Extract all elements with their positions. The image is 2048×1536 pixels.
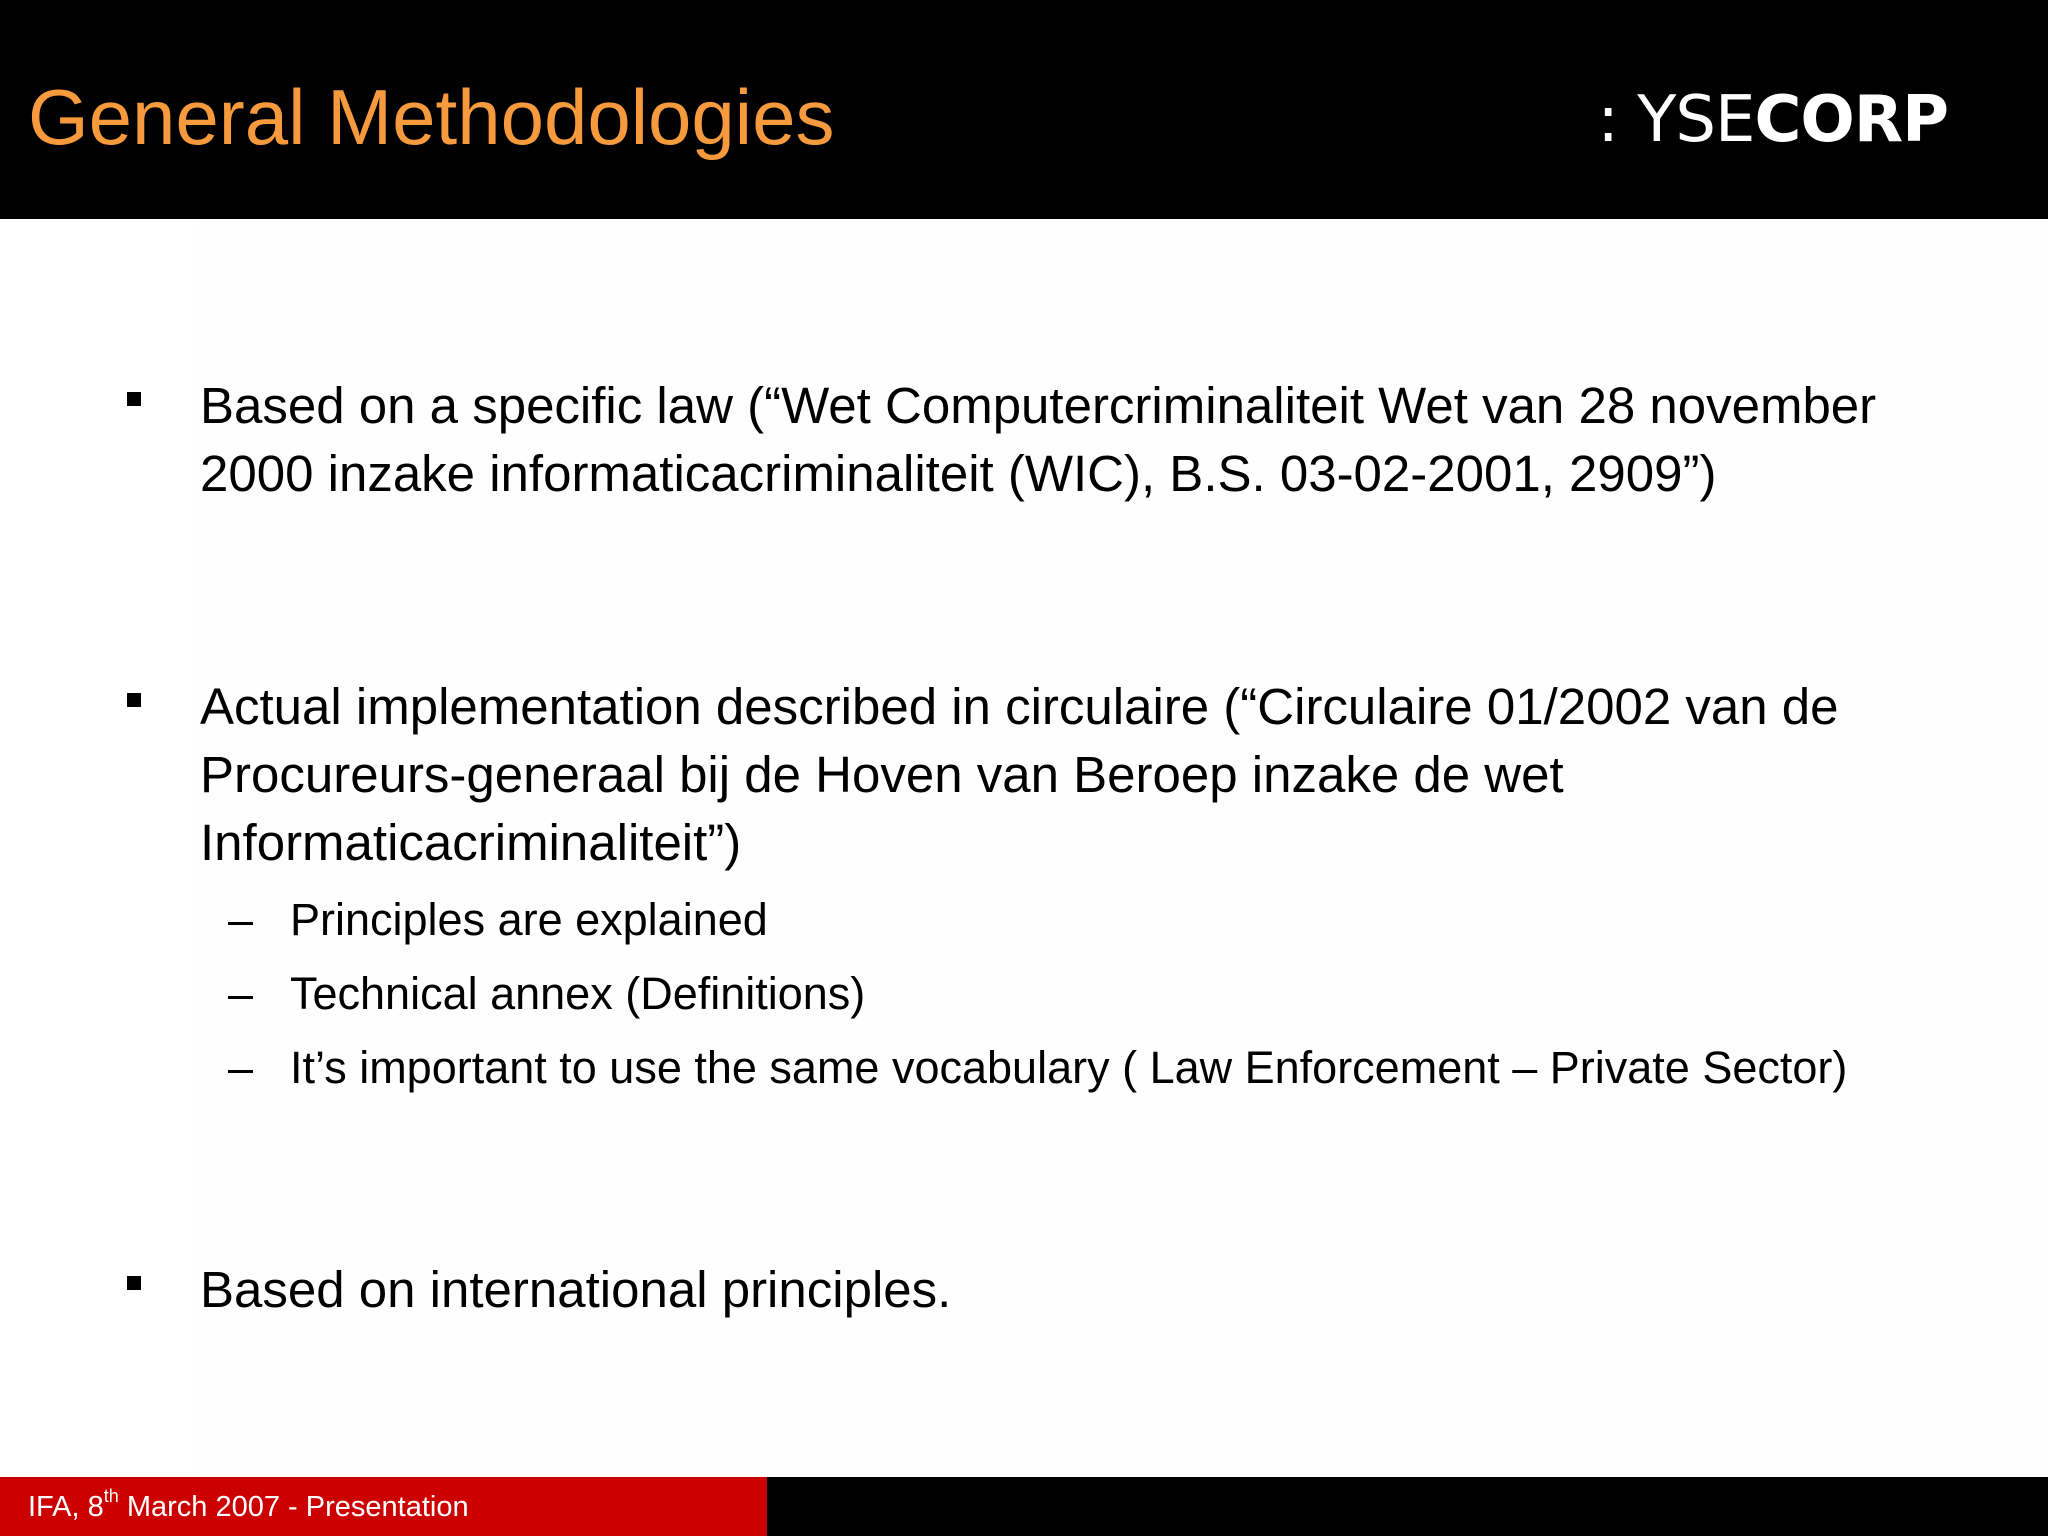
sub-item-text: Technical annex (Definitions) — [290, 968, 866, 1019]
sub-item-text: It’s important to use the same vocabulary ( Law Enforcement – Private Sector) — [290, 1042, 1848, 1093]
bullet-text: Actual implementation described in circulaire (“Circulaire 01/2002 van de Procureurs-generaal bij de Hoven van Beroep inzake de wet Informaticacriminaliteit”) — [200, 678, 1839, 871]
slide-header — [0, 0, 2048, 219]
slide-title: General Methodologies — [28, 73, 835, 161]
bullet-marker — [127, 1276, 141, 1290]
bullet-marker — [127, 693, 141, 707]
logo-bold-text: CORP — [1754, 83, 1948, 157]
sub-item-text: Principles are explained — [290, 894, 768, 945]
footer-prefix: IFA, 8 — [28, 1491, 104, 1523]
bullet-marker — [127, 392, 141, 406]
slide-footer — [0, 1477, 2048, 1536]
dash-marker: – — [228, 968, 254, 1019]
dash-marker: – — [228, 1042, 254, 1093]
footer-text — [28, 1487, 469, 1527]
bullet-text: Based on a specific law (“Wet Computercriminaliteit Wet van 28 november 2000 inzake informaticacriminaliteit (WIC), B.S. 03-02-2001, 2909”) — [200, 377, 1877, 502]
logo-prefix: : YSE — [1597, 83, 1755, 157]
footer-superscript: th — [103, 1486, 119, 1507]
bullet-text: Based on international principles. — [200, 1261, 952, 1318]
dash-marker: – — [228, 894, 254, 945]
footer-suffix: March 2007 - Presentation — [118, 1491, 469, 1523]
company-logo — [1597, 80, 1948, 160]
footer-accent-bar — [0, 1477, 767, 1536]
